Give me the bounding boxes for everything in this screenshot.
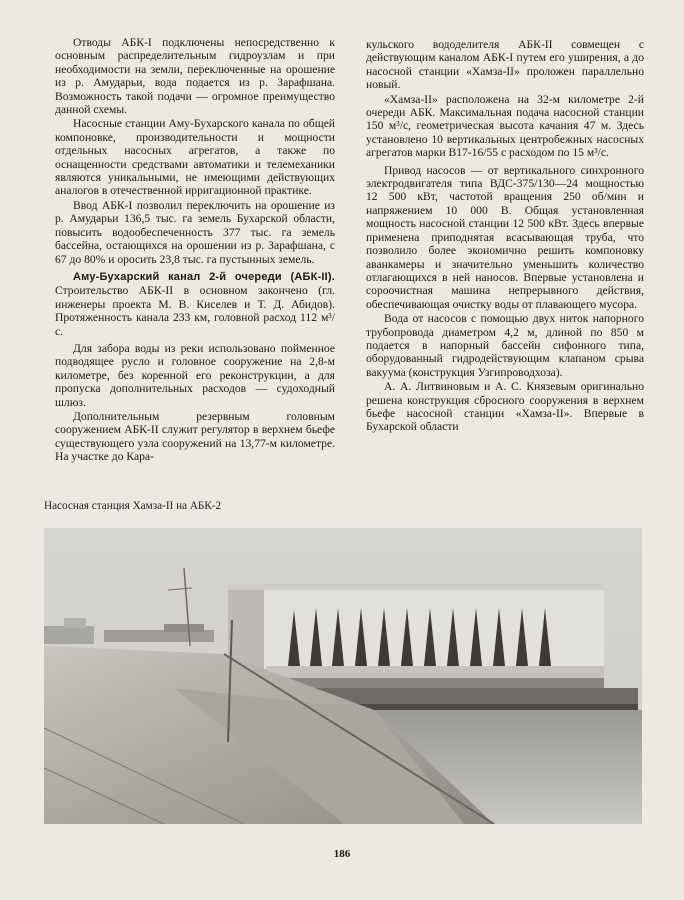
- left-text-column: [55, 36, 335, 464]
- page-number: 186: [333, 848, 351, 860]
- photo-illustration: [44, 528, 642, 824]
- paragraph-body: Строительство АБК-II в основном закончено (гл. инженеры проекта М. В. Киселев и Т. Д. Абидов). Протяженность канала 233 км, головной расход 112 м³/с.: [55, 284, 335, 338]
- paragraph: Дополнительным резервным головным сооружением АБК-II служит регулятор в верхнем бьефе существующего узла сооружений на 13,77-м километре. На участке до Кара-: [55, 409, 335, 464]
- paragraph-section-abk2: [55, 270, 335, 338]
- photo-caption: Насосная станция Хамза-II на АБК-2: [44, 500, 222, 512]
- right-text-column: [366, 38, 644, 434]
- paragraph: «Хамза-II» расположена на 32-м километре 2-й очереди АБК. Максимальная подача насосной станции 150 м³/с, геометрическая высота качания 47 м. Здесь установлено 10 вертикальных центробежных насосных агрегатов марки В17-16/55 с расходом по 15 м³/с.: [366, 92, 644, 160]
- paragraph: А. А. Литвиновым и А. С. Князевым оригинально решена конструкция сбросного сооружения в верхнем бьефе насосной станции «Хамза-II». Впервые в Бухарской области: [366, 380, 644, 434]
- paragraph: Вода от насосов с помощью двух ниток напорного трубопровода диаметром 4,2 м, длиной по 850 м подается в напорный бассейн сифонного типа, оборудованный гидродействующим клапаном срыва вакуума (конструкция Узгипроводхоза).: [366, 312, 644, 379]
- pumping-station-photo: [44, 528, 642, 824]
- paragraph: Привод насосов — от вертикального синхронного электродвигателя типа ВДС-375/130—24 мощностью 12 500 кВт, частотой вращения 250 об/мин и напряжением 10 000 В. Общая установленная мощность насосной станции 12 500 кВт. Здесь впервые применена приподнятая всасывающая труба, что позволило более экономично решить компоновку аванкамеры и значительно уменьшить количество отлагающихся в ней наносов. Впервые установлена и сороочистная машина непрерывного действия, обеспечивающая очистку воды от плавающего мусора.: [366, 163, 644, 311]
- paragraph-continued: кульского вододелителя АБК-II совмещен с действующим каналом АБК-I путем его уширения, а до насосной станции «Хамза-II» проложен параллельно новый.: [366, 38, 644, 92]
- section-heading: Аму-Бухарский канал 2-й очереди (АБК-II).: [73, 270, 335, 283]
- paragraph: Ввод АБК-I позволил переключить на орошение из р. Амударьи 136,5 тыс. га земель Бухарской области, повысить водообеспеченность 377 тыс. га земель бассейна, остающихся на орошении из р. Зарафшана, с 67 до 80% и оросить 23,8 тыс. га пустынных земель.: [55, 198, 335, 266]
- paragraph: Для забора воды из реки использовано пойменное подводящее русло и головное сооружение на 2,8-м километре, без коренной его реконструкции, а для пропуска дополнительных расходов — судоходный шлюз.: [55, 341, 335, 409]
- paragraph: Отводы АБК-I подключены непосредственно к основным распределительным гидроузлам и при необходимости на земли, переключенные на орошение из р. Амударьи, вода подается из р. Зарафшана. Возможность такой подачи — огромное преимущество данной схемы.: [55, 36, 335, 117]
- paragraph: Насосные станции Аму-Бухарского канала по общей компоновке, производительности и мощности отдельных насосных агрегатов, а также по оснащенности средствами автоматики и телемеханики являются уникальными, не имеющими действующих аналогов в отечественной ирригационной практике.: [55, 117, 335, 198]
